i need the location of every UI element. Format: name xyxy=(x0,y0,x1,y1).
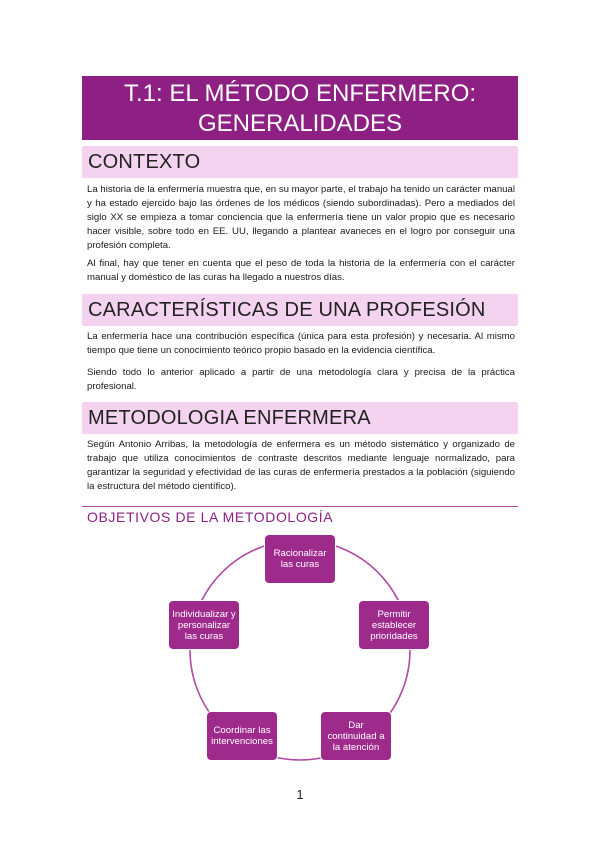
section-heading-caracteristicas: CARACTERÍSTICAS DE UNA PROFESIÓN xyxy=(82,294,518,326)
cycle-node-permitir: Permitir establecer prioridades xyxy=(358,600,430,650)
section-heading-contexto: CONTEXTO xyxy=(82,146,518,178)
section-heading-metodologia: METODOLOGIA ENFERMERA xyxy=(82,402,518,434)
cycle-node-dar-continuidad: Dar continuidad a la atención xyxy=(320,711,392,761)
paragraph-caracteristicas-1: La enfermería hace una contribución específica (única para esta profesión) y necesaria. Al mismo tiempo que tiene un conocimiento teórico propio basado en la evidencia científica. xyxy=(87,331,515,356)
title-line-2: GENERALIDADES xyxy=(197,110,403,137)
objectives-cycle-diagram xyxy=(82,528,518,768)
paragraph-metodologia-1: Según Antonio Arribas, la metodología de enfermera es un método sistemático y organizado de trabajo que utiliza conocimientos de contraste descritos mediante lenguaje normalizado, para garantizar la seguridad y efectividad de las curas de enfermería prestados a la población (siguiendo la estructura del método científico). xyxy=(87,439,515,492)
subheading-objetivos: OBJETIVOS DE LA METODOLOGÍA xyxy=(87,509,334,525)
paragraph-caracteristicas-2: Siendo todo lo anterior aplicado a partir de una metodología clara y precisa de la práctica profesional. xyxy=(87,367,515,392)
cycle-node-individualizar: Individualizar y personalizar las curas xyxy=(168,600,240,650)
paragraph-contexto-1: La historia de la enfermería muestra que, en su mayor parte, el trabajo ha tenido un carácter manual y ha estado ejercido bajo las órdenes de los médicos (siendo subordinadas). Pero a mediados del siglo XX se empieza a tomar conciencia que la enfermería tiene un valor propio que es necesario hacer visible, sobre todo en EE. UU, llegando a plantear avaneces en el logro por conseguir una profesión completa. xyxy=(87,184,515,251)
title-line-1: T.1: EL MÉTODO ENFERMERO: xyxy=(123,80,477,107)
page-number: 1 xyxy=(296,787,304,802)
paragraph-contexto-2: Al final, hay que tener en cuenta que el peso de toda la historia de la enfermería con el carácter manual y doméstico de las curas ha llegado a nuestros días. xyxy=(87,258,515,283)
cycle-node-coordinar: Coordinar las intervenciones xyxy=(206,711,278,761)
page-title xyxy=(82,76,518,140)
cycle-node-racionalizar: Racionalizar las curas xyxy=(264,534,336,584)
subheading-rule xyxy=(82,506,518,507)
